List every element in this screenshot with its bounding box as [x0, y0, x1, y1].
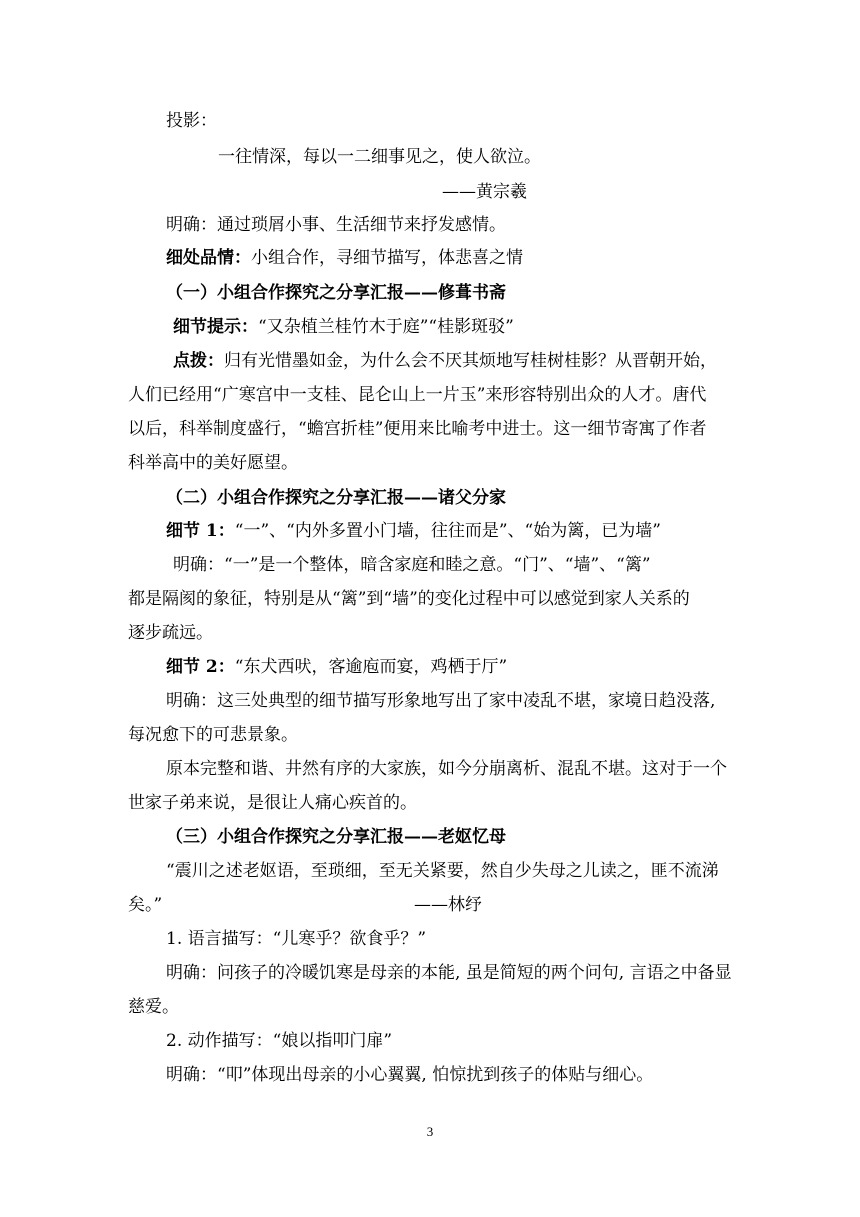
guidance-text: 归有光惜墨如金，为什么会不厌其烦地写桂树桂影？从晋朝开始， [224, 351, 717, 371]
clarification-line: 明确：问孩子的冷暖饥寒是母亲的本能, 虽是简短的两个问句, 言语之中备显 [166, 963, 732, 983]
clarification-line: 明确：通过琐屑小事、生活细节来抒发感情。 [166, 215, 506, 235]
paragraph-line: 慈爱。 [128, 997, 179, 1017]
paragraph-line: 以后，科举制度盛行，“蟾宫折桂”便用来比喻考中进士。这一细节寄寓了作者 [128, 419, 707, 439]
detail-2-line [166, 656, 507, 678]
detail-1-label: 细节 1： [166, 521, 235, 541]
detail-taste-line [166, 247, 523, 269]
quote-line-end: 矣。” [128, 895, 163, 915]
paragraph-line: 每况愈下的可悲景象。 [128, 725, 298, 745]
quote-text: 一往情深，每以一二细事见之，使人欲泣。 [218, 147, 541, 167]
language-description-line: 1. 语言描写：“儿寒乎？欲食乎？” [166, 929, 427, 949]
paragraph-line: 逐步疏远。 [128, 623, 213, 643]
paragraph-line: 科举高中的美好愿望。 [128, 453, 298, 473]
clarification-line: 明确：这三处典型的细节描写形象地写出了家中凌乱不堪，家境日趋没落, [166, 691, 716, 711]
guidance-line [173, 350, 717, 372]
detail-2-label: 细节 2： [166, 657, 235, 677]
detail-taste-label: 细处品情： [166, 248, 251, 268]
section-heading-1: （一）小组合作探究之分享汇报——修葺书斋 [166, 283, 506, 303]
paragraph-line: 原本完整和谐、井然有序的大家族，如今分崩离析、混乱不堪。这对于一个 [166, 759, 727, 779]
page-number: 3 [426, 1124, 434, 1139]
paragraph-line: 都是隔阂的象征，特别是从“篱”到“墙”的变化过程中可以感觉到家人关系的 [128, 589, 690, 609]
clarification-line: 明确：“叩”体现出母亲的小心翼翼, 怕惊扰到孩子的体贴与细心。 [166, 1065, 654, 1085]
quote-attribution: ——黄宗羲 [442, 182, 527, 202]
detail-taste-text: 小组合作，寻细节描写，体悲喜之情 [251, 248, 523, 268]
detail-hint-text: “又杂植兰桂竹木于庭”“桂影斑驳” [258, 317, 514, 337]
detail-2-text: “东犬西吠，客逾庖而宴，鸡栖于厅” [234, 657, 508, 677]
paragraph-line: 人们已经用“广寒宫中一支桂、昆仑山上一片玉”来形容特别出众的人才。唐代 [128, 385, 707, 405]
section-heading-3: （三）小组合作探究之分享汇报——老妪忆母 [166, 827, 506, 847]
action-description-line: 2. 动作描写：“娘以指叩门扉” [166, 1031, 393, 1051]
clarification-line: 明确：“一”是一个整体，暗含家庭和睦之意。“门”、“墙”、“篱” [173, 555, 651, 575]
quote-line: “震川之述老妪语，至琐细，至无关紧要，然自少失母之儿读之，匪不流涕 [166, 861, 719, 881]
quote-attribution: ——林纾 [414, 895, 482, 915]
detail-1-text: “一”、“内外多置小门墙，往往而是”、“始为篱，已为墙” [234, 521, 661, 541]
detail-hint-label: 细节提示： [173, 317, 258, 337]
line-projection-label: 投影： [166, 111, 217, 131]
detail-hint-line [173, 316, 514, 338]
section-heading-2: （二）小组合作探究之分享汇报——诸父分家 [166, 488, 506, 508]
detail-1-line [166, 520, 661, 542]
paragraph-line: 世家子弟来说，是很让人痛心疾首的。 [128, 793, 417, 813]
guidance-label: 点拨： [173, 351, 224, 371]
